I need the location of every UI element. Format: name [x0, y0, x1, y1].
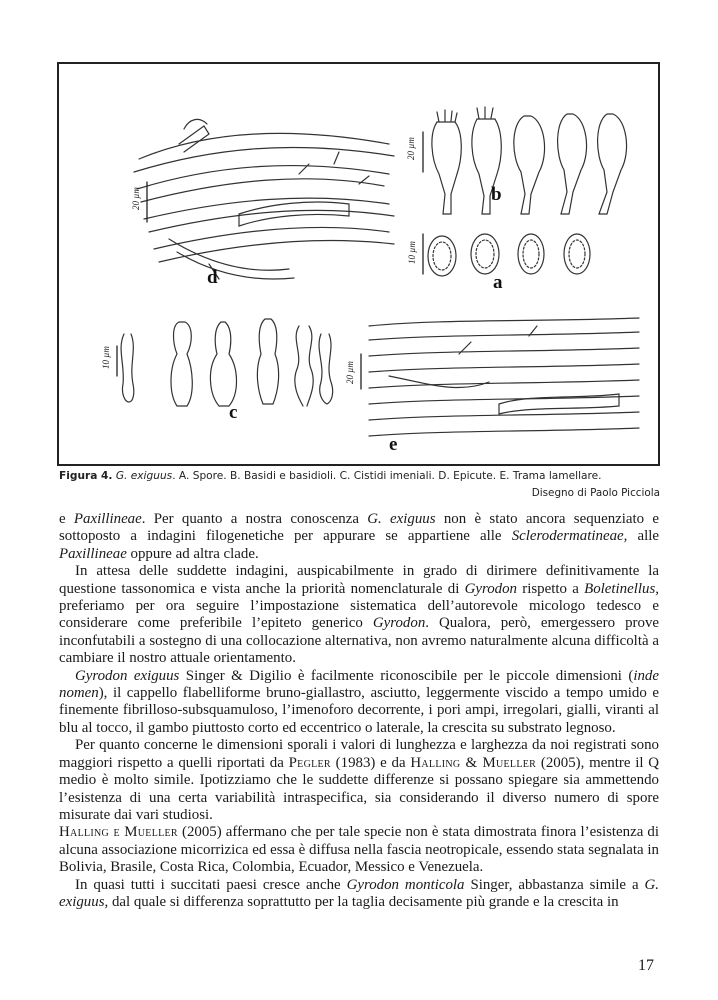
figure-credit: Disegno di Paolo Picciola	[531, 487, 660, 499]
paragraph: In attesa delle suddette indagini, auspicabilmente in grado di dirimere definitivamente la questione tassonomica e vista anche la priorità nomenclaturale di Gyrodon rispetto a Boletinellus, preferiamo per ora seguire l’impostazione sistematica dell’autorevole micologo tedesco e considerare come preferibile l’epiteto generico Gyrodon. Qualora, però, emergessero prove inconfutabili a sostegno di una collocazione alternativa, non avremo naturalmente alcuna difficoltà a cambiare il nostro attuale orientamento.	[59, 563, 659, 667]
figure-caption-label: Figura 4.	[59, 470, 113, 482]
figure-caption	[59, 470, 659, 482]
panel-b-basidia	[432, 107, 627, 214]
paragraph: In quasi tutti i succitati paesi cresce anche Gyrodon monticola Singer, abbastanza simile a G. exiguus, dal quale si differenza soprattutto per la taglia decisamente più grande e la crescita in	[59, 876, 660, 910]
scale-label-b: 20 µm	[406, 137, 416, 160]
figure-letter-c: c	[229, 402, 238, 423]
scale-label-e: 20 µm	[345, 361, 355, 384]
figure-letter-e: e	[389, 434, 398, 455]
paragraph: Gyrodon exiguus Singer & Digilio è facilmente riconoscibile per le piccole dimensioni (inde nomen), il cappello flabelliforme bruno-giallastro, asciutto, leggermente viscido a tempo umido e finemente fibrilloso-subsquamuloso, l’imenoforo decorrente, i pori ampi, irregolari, gialli, viranti al blu al tocco, il gambo piuttosto corto ed eccentrico o laterale, la crescita su substrato legnoso.	[59, 667, 659, 736]
paragraph: e Paxillineae. Per quanto a nostra conoscenza G. exiguus non è stato ancora sequenziato e sottoposto a indagini filogenetiche per appurare se appartiene alle Sclerodermatineae, alle Paxillineae oppure ad altra clade.	[59, 511, 659, 562]
panel-d-hyphae	[134, 119, 394, 279]
panel-a-spores	[428, 234, 590, 276]
panel-e-trama	[369, 318, 639, 436]
figure-letter-a: a	[493, 272, 503, 293]
paragraph: Per quanto concerne le dimensioni sporali i valori di lunghezza e larghezza da noi registrati sono maggiori rispetto a quelli riportati da Pegler (1983) e da Halling & Mueller (2005), mentre il Q medio è molto simile. Ipotizziamo che le suddette differenze si possano spiegare sia ammettendo l’esistenza di una certa variabilità intraspecifica, sia considerando il diverso numero di spore misurate dai vari studiosi.	[59, 737, 659, 823]
page-number: 17	[638, 957, 654, 974]
paragraph: Halling e Mueller (2005) affermano che per tale specie non è stata dimostrata finora l’esistenza di alcuna associazione micorrizica ed essa è diffusa nella fascia neotropicale, essendo stata segnalata in Bolivia, Brasile, Costa Rica, Colombia, Ecuador, Messico e Venezuela.	[59, 824, 659, 876]
panel-c-cystidia	[121, 319, 333, 406]
scale-label-a: 10 µm	[407, 241, 417, 264]
figure-caption-text: . A. Spore. B. Basidi e basidioli. C. Cistidi imeniali. D. Epicute. E. Trama lamellare.	[172, 470, 602, 482]
figure-caption-species: G. exiguus	[115, 470, 173, 482]
figure-drawing	[59, 64, 658, 464]
scale-label-c: 10 µm	[101, 346, 111, 369]
article-body	[59, 511, 659, 911]
figure-4-illustration	[57, 62, 660, 466]
figure-letter-b: b	[491, 184, 502, 205]
figure-letter-d: d	[207, 267, 218, 288]
scale-label-d: 20 µm	[131, 187, 141, 210]
